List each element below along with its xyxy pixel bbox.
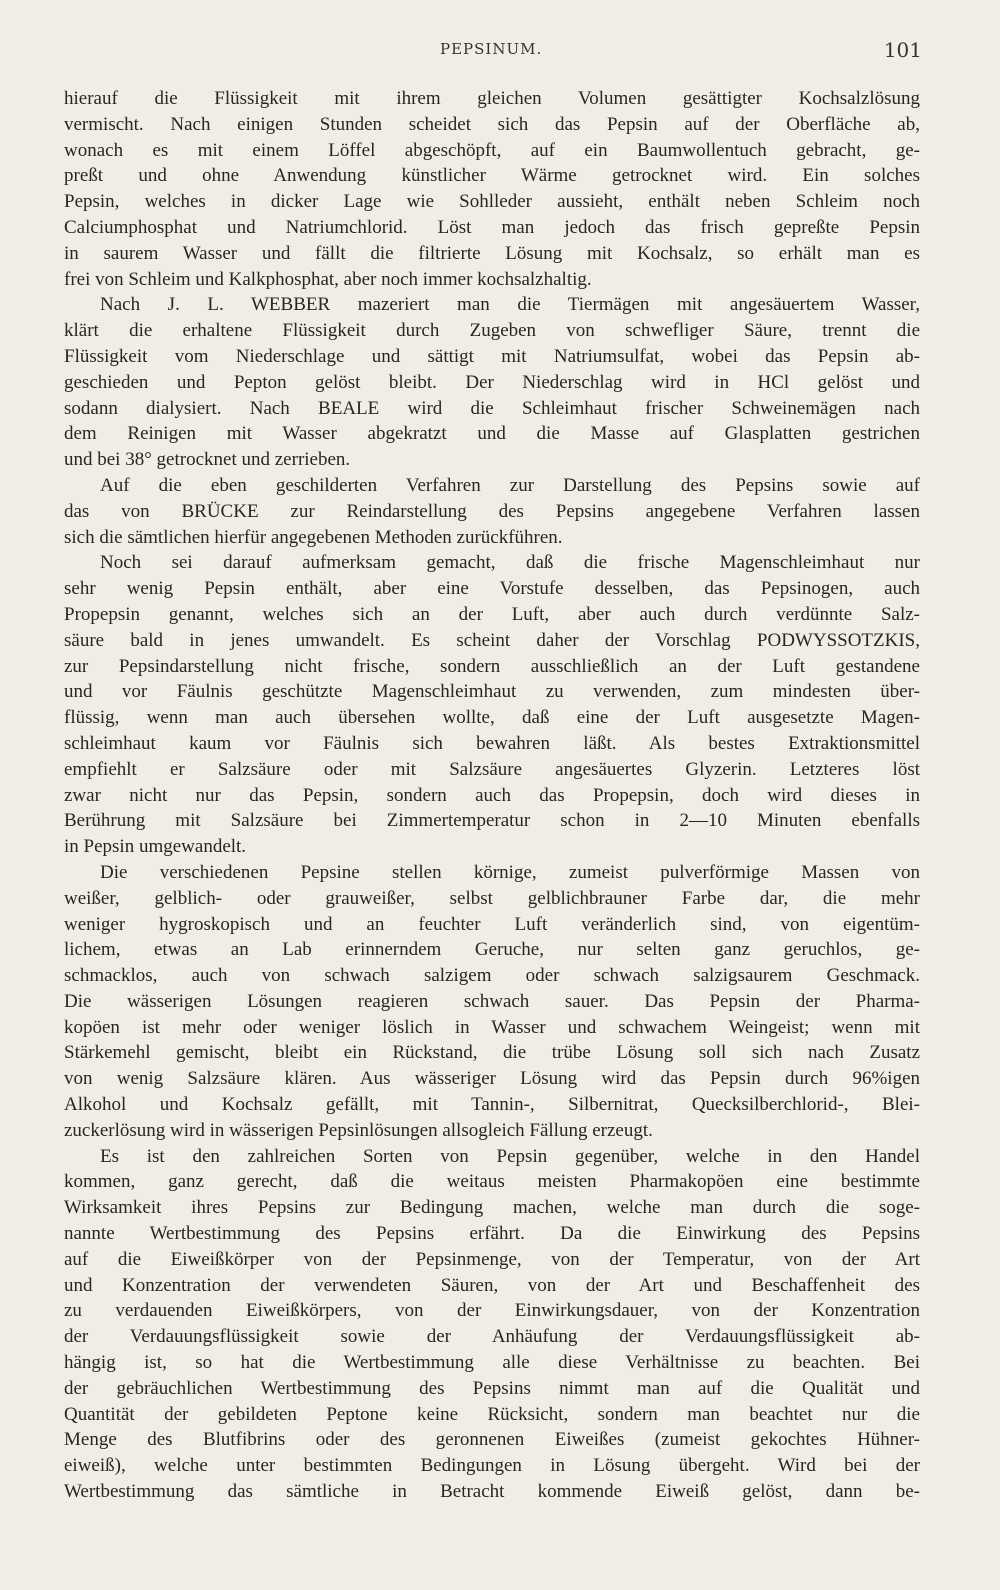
text-line: der Verdauungsflüssigkeit sowie der Anhäufung der Verdauungsflüssigkeit ab- (64, 1326, 920, 1348)
page-header (0, 40, 1000, 68)
text-line: Berührung mit Salzsäure bei Zimmertemperatur schon in 2—10 Minuten ebenfalls (64, 810, 920, 832)
body-text (64, 86, 920, 1505)
text-line: von wenig Salzsäure klären. Aus wässeriger Lösung wird das Pepsin durch 96%igen (64, 1068, 920, 1090)
text-line: frei von Schleim und Kalkphosphat, aber noch immer kochsalzhaltig. (64, 268, 592, 290)
text-line: und Konzentration der verwendeten Säuren, von der Art und Beschaffenheit des (64, 1274, 920, 1296)
text-line: zwar nicht nur das Pepsin, sondern auch das Propepsin, doch wird dieses in (64, 784, 920, 806)
text-line: flüssig, wenn man auch übersehen wollte, daß eine der Luft ausgesetzte Magen- (64, 707, 920, 729)
text-line: Quantität der gebildeten Peptone keine Rücksicht, sondern man beachtet nur die (64, 1403, 920, 1425)
text-line: zur Pepsindarstellung nicht frische, sondern ausschließlich an der Luft gestandene (64, 655, 920, 677)
text-line: empfiehlt er Salzsäure oder mit Salzsäure angesäuertes Glyzerin. Letzteres löst (64, 758, 920, 780)
text-line: Calciumphosphat und Natriumchlorid. Löst man jedoch das frisch gepreßte Pepsin (64, 216, 920, 238)
text-line: zu verdauenden Eiweißkörpers, von der Einwirkungsdauer, von der Konzentration (64, 1300, 920, 1322)
text-line: Wertbestimmung das sämtliche in Betracht kommende Eiweiß gelöst, dann be- (64, 1481, 920, 1503)
text-line: vermischt. Nach einigen Stunden scheidet sich das Pepsin auf der Oberfläche ab, (64, 113, 920, 135)
text-line: klärt die erhaltene Flüssigkeit durch Zugeben von schwefliger Säure, trennt die (64, 320, 920, 342)
text-line: in saurem Wasser und fällt die filtrierte Lösung mit Kochsalz, so erhält man es (64, 242, 920, 264)
text-line: Noch sei darauf aufmerksam gemacht, daß die frische Magenschleimhaut nur (100, 552, 920, 574)
text-line: Menge des Blutfibrins oder des geronnenen Eiweißes (zumeist gekochtes Hühner- (64, 1429, 920, 1451)
text-line: sodann dialysiert. Nach BEALE wird die Schleimhaut frischer Schweinemägen nach (64, 397, 920, 419)
text-line: dem Reinigen mit Wasser abgekratzt und die Masse auf Glasplatten gestrichen (64, 423, 920, 445)
text-line: Flüssigkeit vom Niederschlage und sättigt mit Natriumsulfat, wobei das Pepsin ab- (64, 345, 920, 367)
text-line: Propepsin genannt, welches sich an der Luft, aber auch durch verdünnte Salz- (64, 603, 920, 625)
text-line: Wirksamkeit ihres Pepsins zur Bedingung machen, welche man durch die soge- (64, 1197, 920, 1219)
page-number: 101 (883, 38, 922, 62)
text-line: Die wässerigen Lösungen reagieren schwach sauer. Das Pepsin der Pharma- (64, 990, 920, 1012)
text-line: sich die sämtlichen hierfür angegebenen Methoden zurückführen. (64, 526, 563, 548)
text-line: schmacklos, auch von schwach salzigem oder schwach salzigsaurem Geschmack. (64, 965, 920, 987)
text-line: nannte Wertbestimmung des Pepsins erfährt. Da die Einwirkung des Pepsins (64, 1223, 920, 1245)
text-line: schleimhaut kaum vor Fäulnis sich bewahren läßt. Als bestes Extraktionsmittel (64, 732, 920, 754)
text-line: weniger hygroskopisch und an feuchter Luft veränderlich sind, von eigentüm- (64, 913, 920, 935)
text-line: wonach es mit einem Löffel abgeschöpft, auf ein Baumwollentuch gebracht, ge- (64, 139, 920, 161)
text-line: und bei 38° getrocknet und zerrieben. (64, 449, 351, 471)
text-line: hängig ist, so hat die Wertbestimmung alle diese Verhältnisse zu beachten. Bei (64, 1352, 920, 1374)
text-line: kopöen ist mehr oder weniger löslich in Wasser und schwachem Weingeist; wenn mit (64, 1016, 920, 1038)
text-line: der gebräuchlichen Wertbestimmung des Pepsins nimmt man auf die Qualität und (64, 1377, 920, 1399)
text-line: lichem, etwas an Lab erinnerndem Geruche, nur selten ganz geruchlos, ge- (64, 939, 920, 961)
text-line: in Pepsin umgewandelt. (64, 836, 247, 858)
text-line: auf die Eiweißkörper von der Pepsinmenge, von der Temperatur, von der Art (64, 1248, 920, 1270)
text-line: weißer, gelblich- oder grauweißer, selbst gelblichbrauner Farbe dar, die mehr (64, 887, 920, 909)
text-line: das von BRÜCKE zur Reindarstellung des Pepsins angegebene Verfahren lassen (64, 500, 920, 522)
text-line: und vor Fäulnis geschützte Magenschleimhaut zu verwenden, zum mindesten über- (64, 681, 920, 703)
text-line: preßt und ohne Anwendung künstlicher Wärme getrocknet wird. Ein solches (64, 165, 920, 187)
text-line: Die verschiedenen Pepsine stellen körnige, zumeist pulverförmige Massen von (100, 861, 920, 883)
text-line: hierauf die Flüssigkeit mit ihrem gleichen Volumen gesättigter Kochsalzlösung (64, 88, 920, 109)
text-line: säure bald in jenes umwandelt. Es scheint daher der Vorschlag PODWYSSOTZKIS, (64, 629, 920, 651)
text-line: sehr wenig Pepsin enthält, aber eine Vorstufe desselben, das Pepsinogen, auch (64, 578, 920, 600)
text-line: zuckerlösung wird in wässerigen Pepsinlösungen allsogleich Fällung erzeugt. (64, 1119, 653, 1141)
text-line: kommen, ganz gerecht, daß die weitaus meisten Pharmakopöen eine bestimmte (64, 1171, 920, 1193)
text-line: Pepsin, welches in dicker Lage wie Sohlleder aussieht, enthält neben Schleim noch (64, 191, 920, 213)
text-line: geschieden und Pepton gelöst bleibt. Der Niederschlag wird in HCl gelöst und (64, 371, 920, 393)
text-line: Nach J. L. WEBBER mazeriert man die Tiermägen mit angesäuertem Wasser, (100, 294, 920, 316)
text-line: Stärkemehl gemischt, bleibt ein Rückstand, die trübe Lösung soll sich nach Zusatz (64, 1042, 920, 1064)
text-line: Alkohol und Kochsalz gefällt, mit Tannin-, Silbernitrat, Quecksilberchlorid-, Blei- (64, 1094, 920, 1116)
text-line: Auf die eben geschilderten Verfahren zur Darstellung des Pepsins sowie auf (100, 474, 920, 496)
running-title: PEPSINUM. (440, 40, 543, 58)
text-line: eiweiß), welche unter bestimmten Bedingungen in Lösung übergeht. Wird bei der (64, 1455, 920, 1477)
text-line: Es ist den zahlreichen Sorten von Pepsin gegenüber, welche in den Handel (100, 1145, 920, 1167)
